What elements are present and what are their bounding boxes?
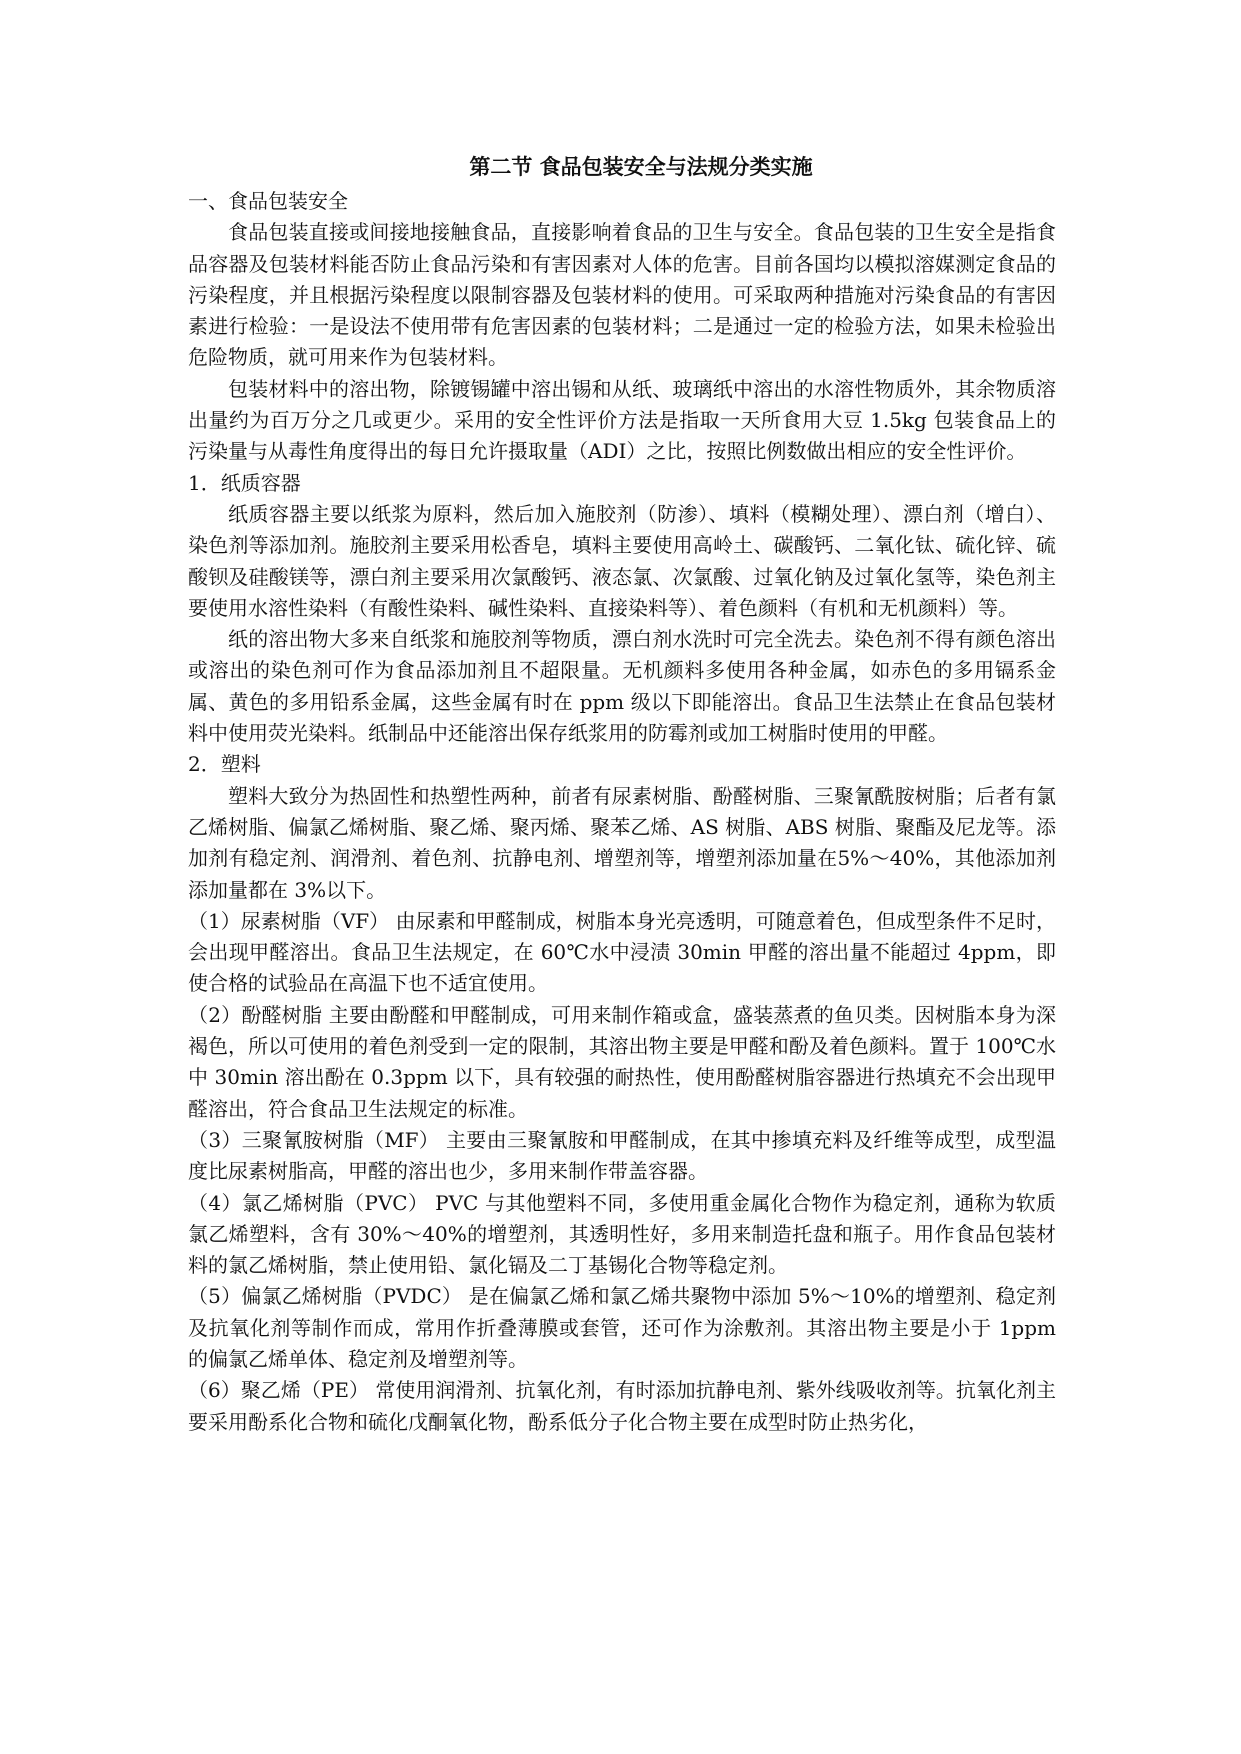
list-item-pe: （6）聚乙烯（PE） 常使用润滑剂、抗氧化剂，有时添加抗静电剂、紫外线吸收剂等。抗氧化剂主要采用酚系化合物和硫化戊酮氧化物，酚系低分子化合物主要在成型时防止热劣化， [188,1378,1056,1434]
paragraph: 纸质容器主要以纸浆为原料，然后加入施胶剂（防渗）、填料（模糊处理）、漂白剂（增白）、染色剂等添加剂。施胶剂主要采用松香皂，填料主要使用高岭土、碳酸钙、二氧化钛、硫化锌、硫酸钡及硅酸镁等，漂白剂主要采用次氯酸钙、液态氯、次氯酸、过氧化钠及过氧化氢等，染色剂主要使用水溶性染料（有酸性染料、碱性染料、直接染料等）、着色颜料（有机和无机颜料）等。 [188,501,1056,620]
page-title: 第二节 食品包装安全与法规分类实施 [469,154,813,179]
paragraph: 纸的溶出物大多来自纸浆和施胶剂等物质，漂白剂水洗时可完全洗去。染色剂不得有颜色溶出或溶出的染色剂可作为食品添加剂且不超限量。无机颜料多使用各种金属，如赤色的多用镉系金属、黄色的多用铅系金属，这些金属有时在 ppm 级以下即能溶出。食品卫生法禁止在食品包装材料中使用荧光染料。纸制品中还能溶出保存纸浆用的防霉剂或加工树脂时使用的甲醛。 [188,627,1056,746]
list-item-phenolic-resin: （2）酚醛树脂 主要由酚醛和甲醛制成，可用来制作箱或盒，盛装蒸煮的鱼贝类。因树脂本身为深褐色，所以可使用的着色剂受到一定的限制，其溶出物主要是甲醛和酚及着色颜料。置于 100℃水中 30min 溶出酚在 0.3ppm 以下，具有较强的耐热性，使用酚醛树脂容器进行热填充不会出现甲醛溶出，符合食品卫生法规定的标准。 [188,1002,1056,1121]
paragraph: 食品包装直接或间接地接触食品，直接影响着食品的卫生与安全。食品包装的卫生安全是指食品容器及包装材料能否防止食品污染和有害因素对人体的危害。目前各国均以模拟溶媒测定食品的污染程度，并且根据污染程度以限制容器及包装材料的使用。可采取两种措施对污染食品的有害因素进行检验：一是设法不使用带有危害因素的包装材料；二是通过一定的检验方法，如果未检验出危险物质，就可用来作为包装材料。 [188,220,1056,370]
document-page [188,150,1056,1438]
paragraph: 塑料大致分为热固性和热塑性两种，前者有尿素树脂、酚醛树脂、三聚氰酰胺树脂；后者有氯乙烯树脂、偏氯乙烯树脂、聚乙烯、聚丙烯、聚苯乙烯、AS 树脂、ABS 树脂、聚酯及尼龙等。添加剂有稳定剂、润滑剂、着色剂、抗静电剂、增塑剂等，增塑剂添加量在5%～40%，其他添加剂添加量都在 3%以下。 [188,783,1056,902]
section-heading-food-packaging-safety: 一、食品包装安全 [188,189,348,213]
list-item-melamine-resin: （3）三聚氰胺树脂（MF） 主要由三聚氰胺和甲醛制成，在其中掺填充料及纤维等成型，成型温度比尿素树脂高，甲醛的溶出也少，多用来制作带盖容器。 [188,1127,1056,1184]
section-heading-paper-containers: 1．纸质容器 [188,470,301,495]
section-heading-plastics: 2．塑料 [188,752,261,777]
list-item-pvdc: （5）偏氯乙烯树脂（PVDC） 是在偏氯乙烯和氯乙烯共聚物中添加 5%～10%的增塑剂、稳定剂及抗氧化剂等制作而成，常用作折叠薄膜或套管，还可作为涂敷剂。其溶出物主要是小于 1ppm 的偏氯乙烯单体、稳定剂及增塑剂等。 [188,1284,1056,1371]
list-item-urea-resin: （1）尿素树脂（VF） 由尿素和甲醛制成，树脂本身光亮透明，可随意着色，但成型条件不足时，会出现甲醛溶出。食品卫生法规定，在 60℃水中浸渍 30min 甲醛的溶出量不能超过 4ppm，即使合格的试验品在高温下也不适宜使用。 [188,908,1056,996]
list-item-pvc: （4）氯乙烯树脂（PVC） PVC 与其他塑料不同，多使用重金属化合物作为稳定剂，通称为软质氯乙烯塑料，含有 30%～40%的增塑剂，其透明性好，多用来制造托盘和瓶子。用作食品包装材料的氯乙烯树脂，禁止使用铅、氯化镉及二丁基锡化合物等稳定剂。 [188,1190,1056,1278]
paragraph: 包装材料中的溶出物，除镀锡罐中溶出锡和从纸、玻璃纸中溶出的水溶性物质外，其余物质溶出量约为百万分之几或更少。采用的安全性评价方法是指取一天所食用大豆 1.5kg 包装食品上的污染量与从毒性角度得出的每日允许摄取量（ADI）之比，按照比例数做出相应的安全性评价。 [188,376,1056,464]
